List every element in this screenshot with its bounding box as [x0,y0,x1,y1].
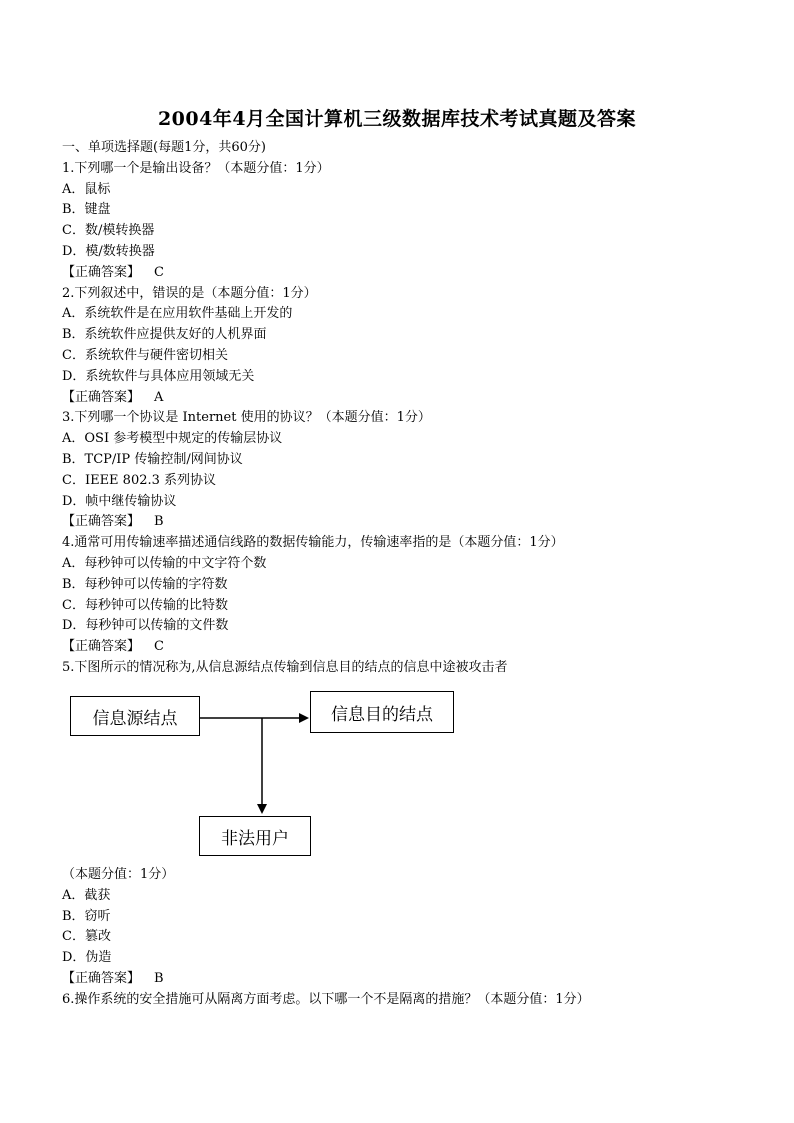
document-title: 2004年4月全国计算机三级数据库技术考试真题及答案 [157,108,637,130]
question-stem: 1.下列哪一个是输出设备？（本题分值：1分） [62,160,330,176]
answer-value: B [154,514,164,530]
option: D．伪造 [62,950,112,966]
answer-label: 【正确答案】 [62,514,141,530]
question-stem: 6.操作系统的安全措施可从隔离方面考虑。以下哪一个不是隔离的措施？（本题分值：1分） [62,991,590,1007]
answer-line [62,388,762,409]
option: B．键盘 [62,202,111,218]
answer-label: 【正确答案】 [62,389,141,405]
option: A．OSI 参考模型中规定的传输层协议 [62,431,283,447]
answer-label: 【正确答案】 [62,970,141,986]
option: D．帧中继传输协议 [62,493,177,509]
option: B．系统软件应提供友好的人机界面 [62,327,267,343]
option: B．TCP/IP 传输控制/网间协议 [62,451,243,467]
attacker-node-box: 非法用户 [199,816,311,856]
answer-line [62,969,762,990]
answer-value: C [154,264,164,280]
option: C．每秒钟可以传输的比特数 [62,597,228,613]
option: A．每秒钟可以传输的中文字符个数 [62,555,267,571]
option: A．鼠标 [62,181,111,197]
option: D．系统软件与具体应用领域无关 [62,368,255,384]
option: A．系统软件是在应用软件基础上开发的 [62,306,293,322]
option: D．每秒钟可以传输的文件数 [62,618,229,634]
question-stem: 4.通常可用传输速率描述通信线路的数据传输能力，传输速率指的是（本题分值：1分） [62,535,564,551]
option: C．篡改 [62,929,111,945]
option: B．窃听 [62,908,111,924]
target-node-box: 信息目的结点 [310,691,454,733]
question-stem: 5.下图所示的情况称为,从信息源结点传输到信息目的结点的信息中途被攻击者 [62,659,508,675]
option: D．模/数转换器 [62,243,155,259]
question-stem: 2.下列叙述中，错误的是（本题分值：1分） [62,285,317,301]
option: A．截获 [62,887,111,903]
answer-label: 【正确答案】 [62,639,141,655]
answer-line [62,512,762,533]
answer-value: A [154,389,164,405]
question-stem: 3.下列哪一个协议是 Internet 使用的协议？（本题分值：1分） [62,410,431,426]
question-score: （本题分值：1分） [62,867,175,882]
option: B．每秒钟可以传输的字符数 [62,576,228,592]
answer-line [62,637,762,658]
answer-line [62,263,762,284]
answer-label: 【正确答案】 [62,264,141,280]
question-list [62,138,762,679]
option: C．系统软件与硬件密切相关 [62,347,228,363]
source-node-box: 信息源结点 [70,696,200,736]
option: C．IEEE 802.3 系列协议 [62,472,217,488]
section-heading: 一、单项选择题(每题1分，共60分) [62,140,266,155]
answer-value: B [154,970,164,986]
question-list-continued [62,865,762,1011]
answer-value: C [154,639,164,655]
interception-diagram [62,684,482,864]
option: C．数/模转换器 [62,223,155,239]
